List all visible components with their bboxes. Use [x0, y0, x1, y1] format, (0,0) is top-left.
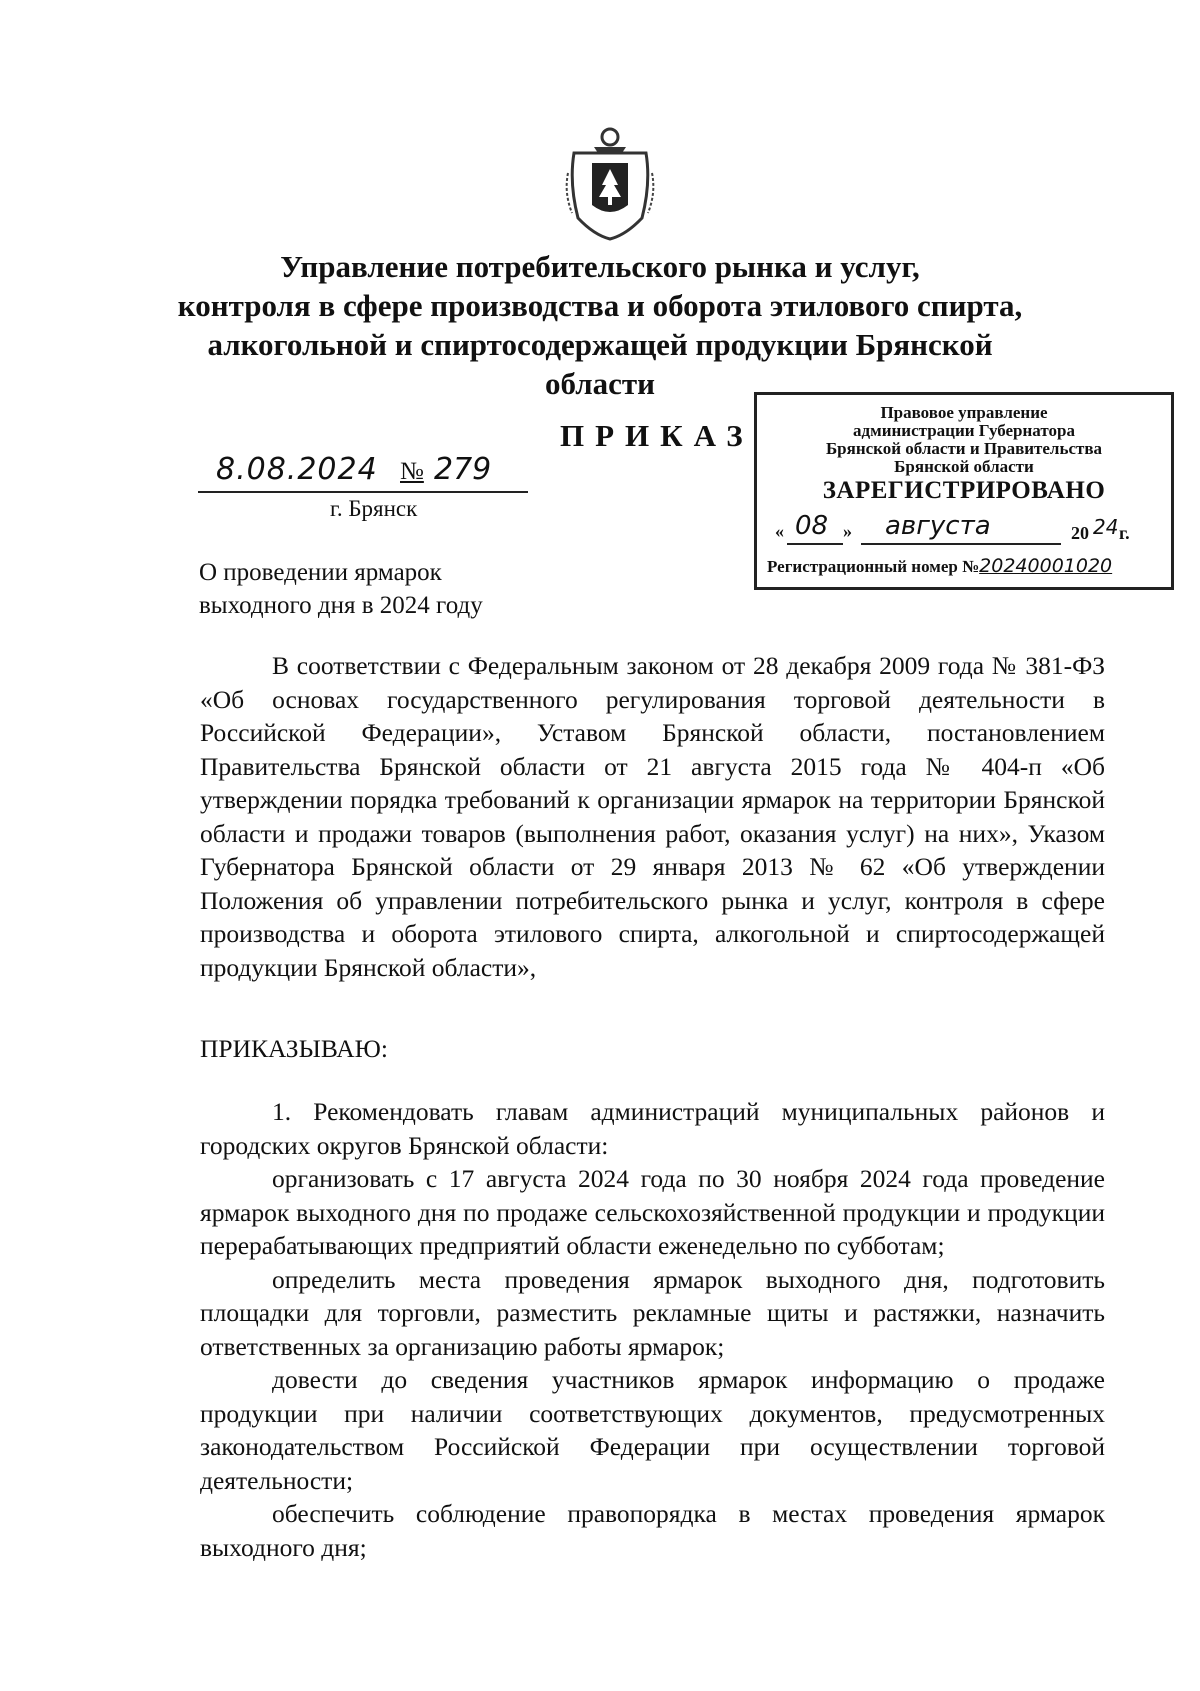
registration-stamp — [754, 392, 1174, 590]
order-item: довести до сведения участников ярмарок информацию о продаже продукции при наличии соответствующих документов, предусмотренных законодательством Российской Федерации при осуществлении торговой деятельности; — [200, 1365, 1105, 1495]
stamp-regnum-value: 20240001020 — [979, 555, 1113, 577]
stamp-day-suffix: » — [843, 521, 852, 541]
organization-title-line: алкогольной и спиртосодержащей продукции Брянской — [207, 327, 993, 362]
stamp-registration-number — [767, 555, 1163, 585]
stamp-line: Брянской области — [894, 457, 1034, 476]
order-number: 279 — [434, 452, 492, 487]
stamp-line: Правовое управление — [880, 403, 1048, 422]
stamp-year-suffix: 24 — [1093, 515, 1119, 539]
organization-title — [150, 247, 1050, 403]
stamp-year-prefix: 20 — [1071, 523, 1089, 543]
order-city: г. Брянск — [330, 496, 418, 521]
order-item: определить места проведения ярмарок выходного дня, подготовить площадки для торговли, разместить рекламные щиты и растяжки, назначить ответственных за организацию работы ярмарок; — [200, 1264, 1105, 1361]
order-heading: ПРИКАЗ — [560, 418, 754, 453]
preamble-paragraph: В соответствии с Федеральным законом от 28 декабря 2009 года № 381-ФЗ «Об основах государственного регулирования торговой деятельности в Российской Федерации», Уставом Брянской области, постановлением Правительства Брянской области от 21 августа 2015 года № 404-п «Об утверждении порядка требований к организации ярмарок на территории Брянской области и продажи товаров (выполнения работ, оказания услуг) на них», Указом Губернатора Брянской области от 29 января 2013 № 62 «Об утверждении Положения об управлении потребительского рынка и услуг, контроля в сфере производства и оборота этилового спирта, алкогольной и спиртосодержащей продукции Брянской области», — [200, 651, 1105, 982]
stamp-regnum-label: Регистрационный номер № — [767, 557, 980, 576]
order-item: 1. Рекомендовать главам администраций муниципальных районов и городских округов Брянской области: — [200, 1097, 1105, 1160]
stamp-line: администрации Губернатора — [853, 421, 1075, 440]
stamp-day-prefix: « — [775, 521, 784, 541]
stamp-line: Брянской области и Правительства — [825, 439, 1103, 458]
organization-title-line: области — [545, 366, 655, 401]
order-item: организовать с 17 августа 2024 года по 30 ноября 2024 года проведение ярмарок выходного дня по продаже сельскохозяйственной продукции и продукции перерабатывающих предприятий области еженедельно по субботам; — [200, 1164, 1105, 1260]
order-date: 8.08.2024 — [216, 452, 378, 487]
stamp-month: августа — [885, 511, 991, 541]
order-directive-label: ПРИКАЗЫВАЮ: — [200, 1034, 388, 1063]
order-subject — [199, 556, 483, 622]
stamp-registered: ЗАРЕГИСТРИРОВАНО — [822, 477, 1106, 504]
order-subject-line: О проведении ярмарок — [199, 559, 442, 586]
stamp-date — [775, 511, 1157, 551]
order-items — [200, 1095, 1105, 1564]
stamp-day: 08 — [795, 511, 829, 541]
order-date-number — [198, 448, 528, 496]
order-number-label: № — [400, 458, 424, 485]
organization-title-line: контроля в сфере производства и оборота этилового спирта, — [177, 288, 1023, 323]
preamble — [200, 649, 1105, 984]
stamp-year-letter: г. — [1119, 523, 1130, 543]
coat-of-arms-icon — [564, 123, 656, 243]
order-subject-line: выходного дня в 2024 году — [199, 592, 483, 619]
organization-title-line: Управление потребительского рынка и услуг, — [280, 249, 920, 284]
order-item: обеспечить соблюдение правопорядка в местах проведения ярмарок выходного дня; — [200, 1499, 1105, 1562]
